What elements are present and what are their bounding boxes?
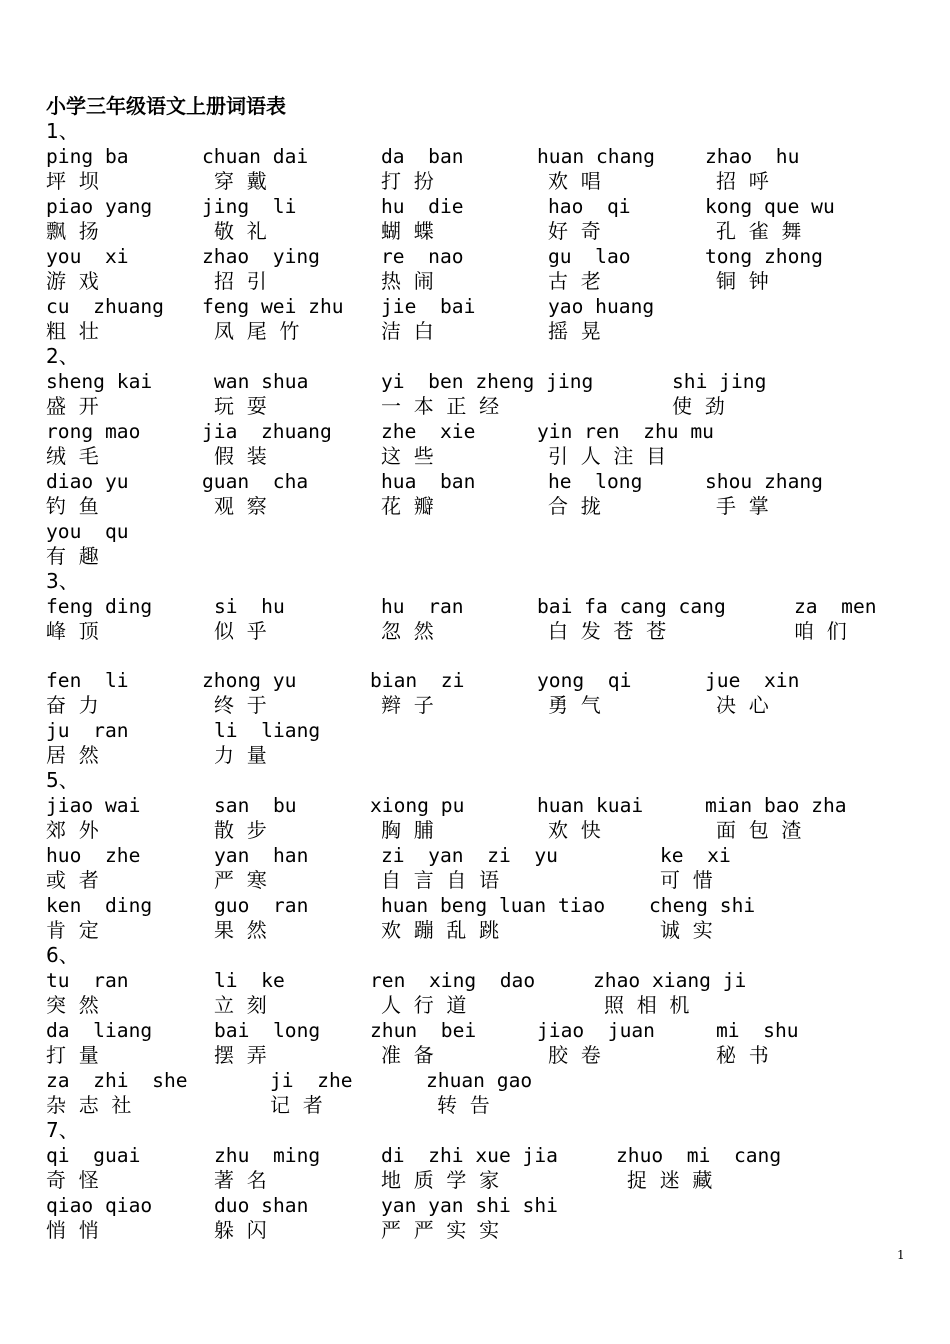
- pinyin-line: [0, 1143, 950, 1168]
- pinyin-word: hu die: [381, 195, 464, 218]
- hanzi-word: 使 劲: [672, 394, 725, 418]
- pinyin-word: hua ban: [381, 470, 476, 493]
- hanzi-word: 忽 然: [381, 619, 434, 643]
- hanzi-word: 终 于: [214, 693, 267, 717]
- pinyin-word: huo zhe: [46, 844, 141, 867]
- hanzi-word: 决 心: [716, 693, 769, 717]
- section-number: [0, 943, 950, 968]
- pinyin-word: yao huang: [548, 295, 655, 318]
- pinyin-word: yi ben zheng jing: [381, 370, 594, 393]
- pinyin-line: [0, 718, 950, 743]
- pinyin-word: guan cha: [202, 470, 309, 493]
- hanzi-word: 准 备: [381, 1043, 434, 1067]
- pinyin-word: yong qi: [537, 669, 632, 692]
- hanzi-word: 欢 唱: [548, 169, 601, 193]
- hanzi-word: 手 掌: [716, 494, 769, 518]
- hanzi-word: 地 质 学 家: [381, 1168, 500, 1192]
- section-label: 3、: [46, 569, 79, 593]
- hanzi-word: 打 量: [46, 1043, 99, 1067]
- pinyin-line: [0, 893, 950, 918]
- hanzi-word: 花 瓣: [381, 494, 434, 518]
- pinyin-word: rong mao: [46, 420, 141, 443]
- hanzi-line: [0, 444, 950, 469]
- pinyin-word: feng wei zhu: [202, 295, 344, 318]
- hanzi-word: 一 本 正 经: [381, 394, 500, 418]
- hanzi-word: 孔 雀 舞: [716, 219, 802, 243]
- pinyin-word: zhuan gao: [426, 1069, 533, 1092]
- hanzi-line: [0, 868, 950, 893]
- hanzi-line: [0, 219, 950, 244]
- pinyin-word: li ke: [214, 969, 285, 992]
- hanzi-word: 敬 礼: [214, 219, 267, 243]
- pinyin-word: shi jing: [672, 370, 767, 393]
- hanzi-word: 观 察: [214, 494, 267, 518]
- pinyin-word: li liang: [214, 719, 321, 742]
- hanzi-word: 严 寒: [214, 868, 267, 892]
- hanzi-line: [0, 818, 950, 843]
- hanzi-line: [0, 743, 950, 768]
- hanzi-line: [0, 1168, 950, 1193]
- hanzi-word: 绒 毛: [46, 444, 99, 468]
- hanzi-word: 可 惜: [660, 868, 713, 892]
- pinyin-word: shou zhang: [705, 470, 823, 493]
- pinyin-word: huan chang: [537, 145, 655, 168]
- pinyin-line: [0, 194, 950, 219]
- pinyin-word: ke xi: [660, 844, 731, 867]
- hanzi-word: 招 呼: [716, 169, 769, 193]
- pinyin-word: si hu: [214, 595, 285, 618]
- section-label: 7、: [46, 1118, 79, 1142]
- hanzi-line: [0, 169, 950, 194]
- pinyin-word: feng ding: [46, 595, 153, 618]
- pinyin-word: duo shan: [214, 1194, 309, 1217]
- hanzi-word: 照 相 机: [604, 993, 690, 1017]
- hanzi-word: 飘 扬: [46, 219, 99, 243]
- pinyin-word: san bu: [214, 794, 297, 817]
- hanzi-word: 胶 卷: [548, 1043, 601, 1067]
- section-number: [0, 768, 950, 793]
- pinyin-line: [0, 1018, 950, 1043]
- pinyin-line: [0, 594, 950, 619]
- section-label: 2、: [46, 344, 79, 368]
- hanzi-word: 引 人 注 目: [548, 444, 667, 468]
- hanzi-line: [0, 1218, 950, 1243]
- pinyin-word: da liang: [46, 1019, 153, 1042]
- hanzi-word: 居 然: [46, 743, 99, 767]
- pinyin-word: za zhi she: [46, 1069, 188, 1092]
- hanzi-word: 辫 子: [381, 693, 434, 717]
- pinyin-line: [0, 369, 950, 394]
- pinyin-word: zhong yu: [202, 669, 297, 692]
- hanzi-word: 散 步: [214, 818, 267, 842]
- hanzi-word: 铜 钟: [716, 269, 769, 293]
- hanzi-word: 凤 尾 竹: [214, 319, 300, 343]
- pinyin-word: jia zhuang: [202, 420, 332, 443]
- hanzi-line: [0, 693, 950, 718]
- pinyin-word: zhe xie: [381, 420, 476, 443]
- hanzi-word: 欢 蹦 乱 跳: [381, 918, 500, 942]
- hanzi-word: 肯 定: [46, 918, 99, 942]
- pinyin-word: chuan dai: [202, 145, 309, 168]
- hanzi-word: 奋 力: [46, 693, 99, 717]
- hanzi-word: 秘 书: [716, 1043, 769, 1067]
- hanzi-word: 欢 快: [548, 818, 601, 842]
- pinyin-line: [0, 144, 950, 169]
- hanzi-word: 突 然: [46, 993, 99, 1017]
- section-number: [0, 344, 950, 369]
- pinyin-word: di zhi xue jia: [381, 1144, 558, 1167]
- hanzi-word: 游 戏: [46, 269, 99, 293]
- pinyin-line: [0, 843, 950, 868]
- pinyin-word: mi shu: [716, 1019, 799, 1042]
- hanzi-word: 捉 迷 藏: [627, 1168, 713, 1192]
- pinyin-word: zhao xiang ji: [593, 969, 747, 992]
- pinyin-line: [0, 668, 950, 693]
- pinyin-line: [0, 469, 950, 494]
- pinyin-word: qi guai: [46, 1144, 141, 1167]
- hanzi-word: 白 发 苍 苍: [548, 619, 667, 643]
- hanzi-word: 力 量: [214, 743, 267, 767]
- hanzi-word: 古 老: [548, 269, 601, 293]
- pinyin-word: yan han: [214, 844, 309, 867]
- hanzi-word: 峰 顶: [46, 619, 99, 643]
- hanzi-word: 人 行 道: [381, 993, 467, 1017]
- pinyin-line: [0, 1068, 950, 1093]
- hanzi-word: 杂 志 社: [46, 1093, 132, 1117]
- pinyin-line: [0, 1193, 950, 1218]
- pinyin-word: da ban: [381, 145, 464, 168]
- pinyin-word: tu ran: [46, 969, 129, 992]
- hanzi-line: [0, 269, 950, 294]
- pinyin-word: jie bai: [381, 295, 476, 318]
- pinyin-line: [0, 519, 950, 544]
- hanzi-word: 摆 弄: [214, 1043, 267, 1067]
- hanzi-word: 假 装: [214, 444, 267, 468]
- pinyin-word: piao yang: [46, 195, 153, 218]
- page-title: 小学三年级语文上册词语表: [46, 94, 286, 118]
- pinyin-line: [0, 244, 950, 269]
- pinyin-word: diao yu: [46, 470, 129, 493]
- pinyin-word: zhuo mi cang: [616, 1144, 782, 1167]
- hanzi-word: 奇 怪: [46, 1168, 99, 1192]
- pinyin-word: you qu: [46, 520, 129, 543]
- pinyin-word: zhao ying: [202, 245, 320, 268]
- hanzi-word: 记 者: [270, 1093, 323, 1117]
- pinyin-line: [0, 419, 950, 444]
- hanzi-word: 胸 脯: [381, 818, 434, 842]
- hanzi-word: 热 闹: [381, 269, 434, 293]
- pinyin-word: ju ran: [46, 719, 129, 742]
- pinyin-word: xiong pu: [370, 794, 465, 817]
- pinyin-word: fen li: [46, 669, 129, 692]
- hanzi-line: [0, 544, 950, 569]
- hanzi-word: 面 包 渣: [716, 818, 802, 842]
- hanzi-word: 坪 坝: [46, 169, 99, 193]
- pinyin-word: mian bao zha: [705, 794, 847, 817]
- pinyin-word: ping ba: [46, 145, 129, 168]
- pinyin-word: yin ren zhu mu: [537, 420, 714, 443]
- pinyin-word: zhun bei: [370, 1019, 477, 1042]
- page-number: 1: [897, 1248, 905, 1262]
- pinyin-line: [0, 968, 950, 993]
- hanzi-word: 立 刻: [214, 993, 267, 1017]
- pinyin-word: kong que wu: [705, 195, 835, 218]
- pinyin-line: [0, 793, 950, 818]
- hanzi-word: 摇 晃: [548, 319, 601, 343]
- hanzi-line: [0, 494, 950, 519]
- hanzi-word: 粗 壮: [46, 319, 99, 343]
- pinyin-word: zhao hu: [705, 145, 800, 168]
- hanzi-word: 玩 耍: [214, 394, 267, 418]
- section-label: 5、: [46, 768, 79, 792]
- pinyin-word: tong zhong: [705, 245, 823, 268]
- hanzi-line: [0, 1043, 950, 1068]
- section-label: 6、: [46, 943, 79, 967]
- pinyin-word: jiao wai: [46, 794, 141, 817]
- section-number: [0, 119, 950, 144]
- pinyin-word: wan shua: [214, 370, 309, 393]
- section-number: [0, 569, 950, 594]
- hanzi-word: 钓 鱼: [46, 494, 99, 518]
- pinyin-word: huan kuai: [537, 794, 644, 817]
- pinyin-word: zi yan zi yu: [381, 844, 558, 867]
- hanzi-word: 诚 实: [660, 918, 713, 942]
- hanzi-word: 悄 悄: [46, 1218, 99, 1242]
- hanzi-line: [0, 918, 950, 943]
- pinyin-word: za men: [794, 595, 877, 618]
- hanzi-line: [0, 319, 950, 344]
- hanzi-word: 似 乎: [214, 619, 267, 643]
- pinyin-word: ji zhe: [270, 1069, 353, 1092]
- hanzi-word: 合 拢: [548, 494, 601, 518]
- pinyin-word: sheng kai: [46, 370, 153, 393]
- hanzi-word: 穿 戴: [214, 169, 267, 193]
- hanzi-word: 自 言 自 语: [381, 868, 500, 892]
- hanzi-word: 勇 气: [548, 693, 601, 717]
- pinyin-word: hu ran: [381, 595, 464, 618]
- hanzi-word: 咱 们: [794, 619, 847, 643]
- hanzi-word: 郊 外: [46, 818, 99, 842]
- hanzi-line: [0, 394, 950, 419]
- hanzi-word: 转 告: [437, 1093, 490, 1117]
- pinyin-word: jing li: [202, 195, 297, 218]
- hanzi-word: 洁 白: [381, 319, 434, 343]
- pinyin-word: bian zi: [370, 669, 465, 692]
- pinyin-word: re nao: [381, 245, 464, 268]
- pinyin-word: zhu ming: [214, 1144, 321, 1167]
- pinyin-word: bai fa cang cang: [537, 595, 726, 618]
- pinyin-word: ren xing dao: [370, 969, 536, 992]
- pinyin-word: jue xin: [705, 669, 800, 692]
- hanzi-word: 蝴 蝶: [381, 219, 434, 243]
- pinyin-word: he long: [548, 470, 643, 493]
- pinyin-word: hao qi: [548, 195, 631, 218]
- pinyin-word: gu lao: [548, 245, 631, 268]
- pinyin-line: [0, 294, 950, 319]
- hanzi-word: 躲 闪: [214, 1218, 267, 1242]
- pinyin-word: you xi: [46, 245, 129, 268]
- hanzi-word: 好 奇: [548, 219, 601, 243]
- hanzi-word: 严 严 实 实: [381, 1218, 500, 1242]
- hanzi-word: 打 扮: [381, 169, 434, 193]
- pinyin-word: huan beng luan tiao: [381, 894, 606, 917]
- pinyin-word: qiao qiao: [46, 1194, 153, 1217]
- hanzi-word: 有 趣: [46, 544, 99, 568]
- hanzi-line: [0, 1093, 950, 1118]
- hanzi-line: [0, 619, 950, 644]
- pinyin-word: guo ran: [214, 894, 309, 917]
- hanzi-word: 这 些: [381, 444, 434, 468]
- hanzi-word: 盛 开: [46, 394, 99, 418]
- hanzi-word: 或 者: [46, 868, 99, 892]
- hanzi-line: [0, 993, 950, 1018]
- section-number: [0, 1118, 950, 1143]
- pinyin-word: ken ding: [46, 894, 153, 917]
- pinyin-word: cheng shi: [649, 894, 756, 917]
- section-label: 1、: [46, 119, 79, 143]
- hanzi-word: 果 然: [214, 918, 267, 942]
- pinyin-word: cu zhuang: [46, 295, 164, 318]
- pinyin-word: yan yan shi shi: [381, 1194, 558, 1217]
- pinyin-word: jiao juan: [537, 1019, 655, 1042]
- hanzi-word: 著 名: [214, 1168, 267, 1192]
- pinyin-word: bai long: [214, 1019, 321, 1042]
- hanzi-word: 招 引: [214, 269, 267, 293]
